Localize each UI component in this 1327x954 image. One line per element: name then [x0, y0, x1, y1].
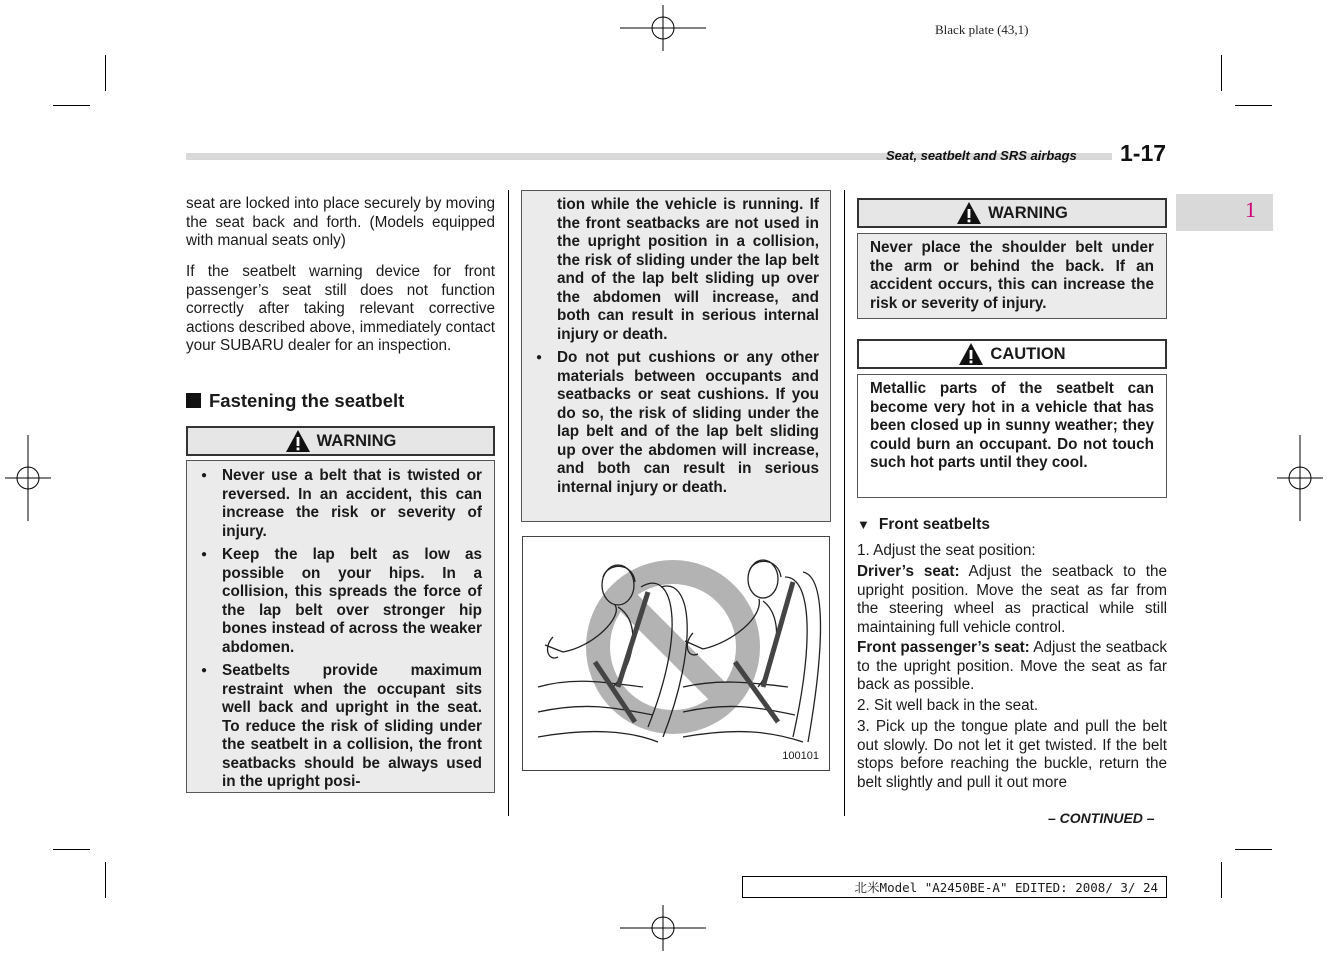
caution-text: Metallic parts of the seatbelt can become very hot in a vehicle that has been closed up in sunny weather; they could burn an occupant. Do not touch such hot parts until they cool.: [870, 380, 1154, 471]
subsection-heading: ▼ Front seatbelts: [857, 516, 990, 533]
warning-content: [186, 460, 495, 793]
passenger-seat-label: Front passenger’s seat:: [857, 639, 1030, 656]
step-3: 3. Pick up the tongue plate and pull the belt out slowly. Do not let it get twisted. If the belt stops before reaching the buckle, return the belt slightly and pull it out more: [857, 718, 1167, 791]
warning-list: [557, 349, 819, 497]
step-1: 1. Adjust the seat position:: [857, 542, 1036, 559]
chapter-tab: [1176, 194, 1273, 231]
seatbelt-illustration: [522, 536, 830, 771]
warning-content: [857, 233, 1167, 319]
square-bullet-icon: [186, 393, 201, 408]
driver-seat-paragraph: Driver’s seat: Adjust the seatback to the upright position. Move the seat as far from the steering wheel as practical while still maintaining full vehicle control.: [857, 563, 1167, 636]
figure-id: 100101: [782, 750, 819, 762]
crop-mark: [105, 55, 106, 91]
section-heading: Fastening the seatbelt: [186, 390, 404, 412]
warning-triangle-icon: [285, 429, 311, 453]
warning-list: [222, 467, 482, 792]
caution-header: CAUTION: [857, 339, 1167, 369]
warning-content-continued: [521, 190, 831, 522]
crop-mark: [1235, 105, 1272, 106]
section-title: Seat, seatbelt and SRS airbags: [886, 148, 1077, 163]
crop-mark: [1235, 849, 1272, 850]
triangle-bullet-icon: ▼: [857, 517, 870, 532]
step-2: 2. Sit well back in the seat.: [857, 697, 1039, 714]
page-number: 1-17: [1120, 140, 1167, 166]
warning-triangle-icon: [956, 201, 982, 225]
crop-mark: [1221, 55, 1222, 91]
paragraph: seat are locked into place securely by moving the seat back and forth. (Models equipped with manual seats only): [186, 195, 495, 249]
footer-model-text: 北米Model "A2450BE-A" EDITED: 2008/ 3/ 24: [854, 880, 1158, 895]
caution-triangle-icon: [958, 342, 984, 366]
registration-mark-right: [1277, 435, 1323, 521]
continued-text: tion while the vehicle is running. If the front seatbacks are not used in the upright position in a collision, the risk of sliding under the lap belt and of the lap belt sliding up over the abdomen will increase, and both can result in serious internal injury or death.: [557, 196, 819, 343]
paragraph: If the seatbelt warning device for front passenger’s seat still does not function correctly after taking relevant corrective actions described above, immediately contact your SUBARU dealer for an inspection.: [186, 263, 495, 354]
driver-seat-label: Driver’s seat:: [857, 563, 960, 580]
crop-mark: [105, 862, 106, 898]
list-item: ● Never use a belt that is twisted or reversed. In an accident, this can increase the risk or severity of injury.: [222, 467, 482, 541]
warning-header: WARNING: [857, 198, 1167, 228]
footer-model-box: [742, 876, 1167, 898]
seating-posture-image: [523, 537, 829, 770]
continued-label: – CONTINUED –: [1048, 810, 1155, 826]
passenger-seat-paragraph: Front passenger’s seat: Adjust the seatback to the upright position. Move the seat as far back as possible.: [857, 639, 1167, 693]
registration-mark-top: [620, 5, 706, 51]
caution-content: [857, 374, 1167, 498]
column-divider: [844, 190, 845, 816]
crop-mark: [1221, 862, 1222, 898]
crop-mark: [53, 849, 90, 850]
registration-mark-bottom: [620, 905, 706, 951]
column-divider: [508, 190, 509, 816]
registration-mark-left: [5, 435, 51, 521]
list-item: ● Do not put cushions or any other materials between occupants and seatbacks or seat cushions. If you do so, the risk of sliding under the lap belt and of the lap belt sliding up over the abdomen will increase, and both can result in serious internal injury or death.: [557, 349, 819, 497]
crop-mark: [53, 105, 90, 106]
warning-text: Never place the shoulder belt under the arm or behind the back. If an accident occurs, this can increase the risk or severity of injury.: [870, 239, 1154, 312]
list-item: ● Keep the lap belt as low as possible on your hips. In a collision, this spreads the force of the lap belt over stronger hip bones instead of across the weaker abdomen.: [222, 546, 482, 657]
warning-header: WARNING: [186, 426, 495, 456]
list-item: ● Seatbelts provide maximum restraint when the occupant sits well back and upright in the seat. To reduce the risk of sliding under the seatbelt in a collision, the front seatbacks should be always used in the upright posi-: [222, 662, 482, 792]
plate-label: Black plate (43,1): [935, 22, 1029, 37]
chapter-number: 1: [1245, 197, 1256, 222]
